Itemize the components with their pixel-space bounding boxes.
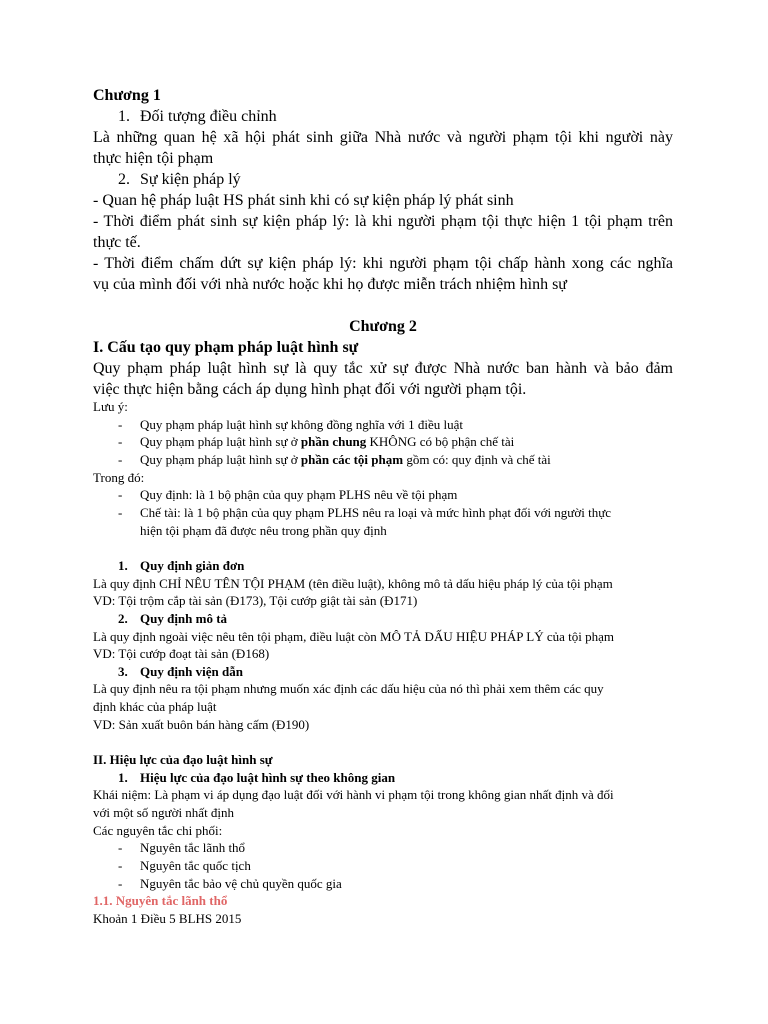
list-item	[93, 486, 673, 504]
blank-line	[93, 295, 673, 316]
bullet-dash: -	[118, 875, 123, 891]
list-item-text: Quy phạm pháp luật hình sự ở	[140, 434, 301, 450]
blank-line	[93, 733, 673, 751]
example-line: VD: Tội trộm cắp tài sản (Đ173), Tội cướp giật tài sản (Đ171)	[93, 593, 418, 609]
concept-line: với một số người nhất định	[93, 805, 235, 821]
paragraph-line: - Thời điểm chấm dứt sự kiện pháp lý: khi người phạm tội chấp hành xong các nghĩa	[93, 254, 673, 272]
large-text-section	[93, 85, 673, 400]
paragraph-line: thực tế.	[93, 233, 141, 251]
principles-label: Các nguyên tắc chi phối:	[93, 822, 223, 838]
subsection-heading-text: Hiệu lực của đạo luật hình sự theo không gian	[140, 769, 396, 785]
part-1-heading: I. Cấu tạo quy phạm pháp luật hình sự	[93, 338, 359, 356]
paragraph-line: thực hiện tội phạm	[93, 149, 214, 167]
type-heading-text: Quy định viện dẫn	[140, 663, 243, 679]
bullet-dash: -	[118, 416, 123, 432]
list-item-text: gồm có: quy định và chế tài	[403, 451, 551, 467]
chapter-1-title: Chương 1	[93, 86, 161, 104]
document-content	[93, 85, 673, 928]
section-heading-text: Sự kiện pháp lý	[140, 170, 241, 188]
list-number: 1.	[118, 769, 128, 785]
list-number: 2.	[118, 610, 128, 626]
paragraph-line: Là quy định ngoài việc nêu tên tội phạm, điều luật còn MÔ TẢ DẤU HIỆU PHÁP LÝ của tội phạm	[93, 628, 614, 644]
list-item-text: Quy phạm pháp luật hình sự không đồng nghĩa với 1 điều luật	[140, 416, 463, 432]
list-item-text: Nguyên tắc bảo vệ chủ quyền quốc gia	[140, 875, 342, 891]
list-item-continuation	[93, 522, 673, 540]
bullet-dash: -	[118, 451, 123, 467]
small-text-section	[93, 398, 673, 928]
definition-line: việc thực hiện bằng cách áp dụng hình phạt đối với người phạm tội.	[93, 380, 527, 398]
type-heading-3	[93, 663, 673, 681]
list-number: 1.	[118, 557, 128, 573]
section-heading-1	[93, 106, 673, 127]
reference-line: Khoản 1 Điều 5 BLHS 2015	[93, 911, 242, 926]
list-item	[93, 857, 673, 875]
type-heading-text: Quy định giản đơn	[140, 557, 245, 573]
bullet-dash: -	[118, 858, 123, 874]
list-item-text: hiện tội phạm đã được nêu trong phần quy định	[140, 522, 387, 538]
list-item-text: KHÔNG có bộ phận chế tài	[366, 434, 515, 450]
list-item	[93, 433, 673, 451]
list-item	[93, 839, 673, 857]
paragraph-line: - Quan hệ pháp luật HS phát sinh khi có sự kiện pháp lý phát sinh	[93, 191, 514, 209]
type-heading-1	[93, 557, 673, 575]
chapter-2-title: Chương 2	[349, 317, 417, 335]
example-line: VD: Sản xuất buôn bán hàng cấm (Đ190)	[93, 716, 310, 732]
type-heading-text: Quy định mô tả	[140, 610, 228, 626]
list-item	[93, 416, 673, 434]
list-item-text: Nguyên tắc lãnh thổ	[140, 840, 246, 856]
type-heading-2	[93, 610, 673, 628]
paragraph-line: Là những quan hệ xã hội phát sinh giữa Nhà nước và người phạm tội khi người này	[93, 128, 673, 146]
paragraph-line: Là quy định CHỈ NÊU TÊN TỘI PHẠM (tên điều luật), không mô tả dấu hiệu pháp lý của tội phạm	[93, 575, 613, 591]
bullet-dash: -	[118, 487, 123, 503]
section-heading-text: Đối tượng điều chỉnh	[140, 107, 277, 125]
list-item-text: Chế tài: là 1 bộ phận của quy phạm PLHS nêu ra loại và mức hình phạt đối với người thực	[140, 504, 612, 520]
bullet-dash: -	[118, 434, 123, 450]
list-item	[93, 504, 673, 522]
list-item	[93, 875, 673, 893]
paragraph-line: Là quy định nêu ra tội phạm nhưng muốn xác định các dấu hiệu của nó thì phải xem thêm các quy	[93, 681, 604, 697]
blank-line	[93, 539, 673, 557]
list-item-bold-text: phần các tội phạm	[300, 451, 404, 467]
bullet-dash: -	[118, 840, 123, 856]
definition-line: Quy phạm pháp luật hình sự là quy tắc xử sự được Nhà nước ban hành và bảo đảm	[93, 359, 673, 377]
subsection-heading	[93, 769, 673, 787]
paragraph-line: định khác của pháp luật	[93, 699, 217, 715]
list-item-text: Quy định: là 1 bộ phận của quy phạm PLHS nêu về tội phạm	[140, 487, 458, 503]
bullet-dash: -	[118, 504, 123, 520]
concept-line: Khái niệm: Là phạm vi áp dụng đạo luật đối với hành vi phạm tội trong không gian nhất định và đối	[93, 787, 614, 803]
list-number: 1.	[118, 107, 130, 125]
list-item-text: Quy phạm pháp luật hình sự ở	[140, 451, 301, 467]
list-number: 2.	[118, 170, 130, 188]
example-line: VD: Tội cướp đoạt tài sản (Đ168)	[93, 646, 270, 662]
list-item-bold-text: phần chung	[300, 434, 367, 450]
paragraph-line: vụ của mình đối với nhà nước hoặc khi họ được miễn trách nhiệm hình sự	[93, 275, 567, 293]
highlight-heading: 1.1. Nguyên tắc lãnh thổ	[93, 893, 228, 909]
wherein-label: Trong đó:	[93, 469, 145, 485]
list-item-text: Nguyên tắc quốc tịch	[140, 858, 251, 874]
note-label: Lưu ý:	[93, 399, 128, 414]
list-item	[93, 451, 673, 469]
list-number: 3.	[118, 663, 128, 679]
section-heading-2	[93, 169, 673, 190]
paragraph-line: - Thời điểm phát sinh sự kiện pháp lý: là khi người phạm tội thực hiện 1 tội phạm trên	[93, 212, 673, 230]
part-2-heading: II. Hiệu lực của đạo luật hình sự	[93, 752, 273, 768]
